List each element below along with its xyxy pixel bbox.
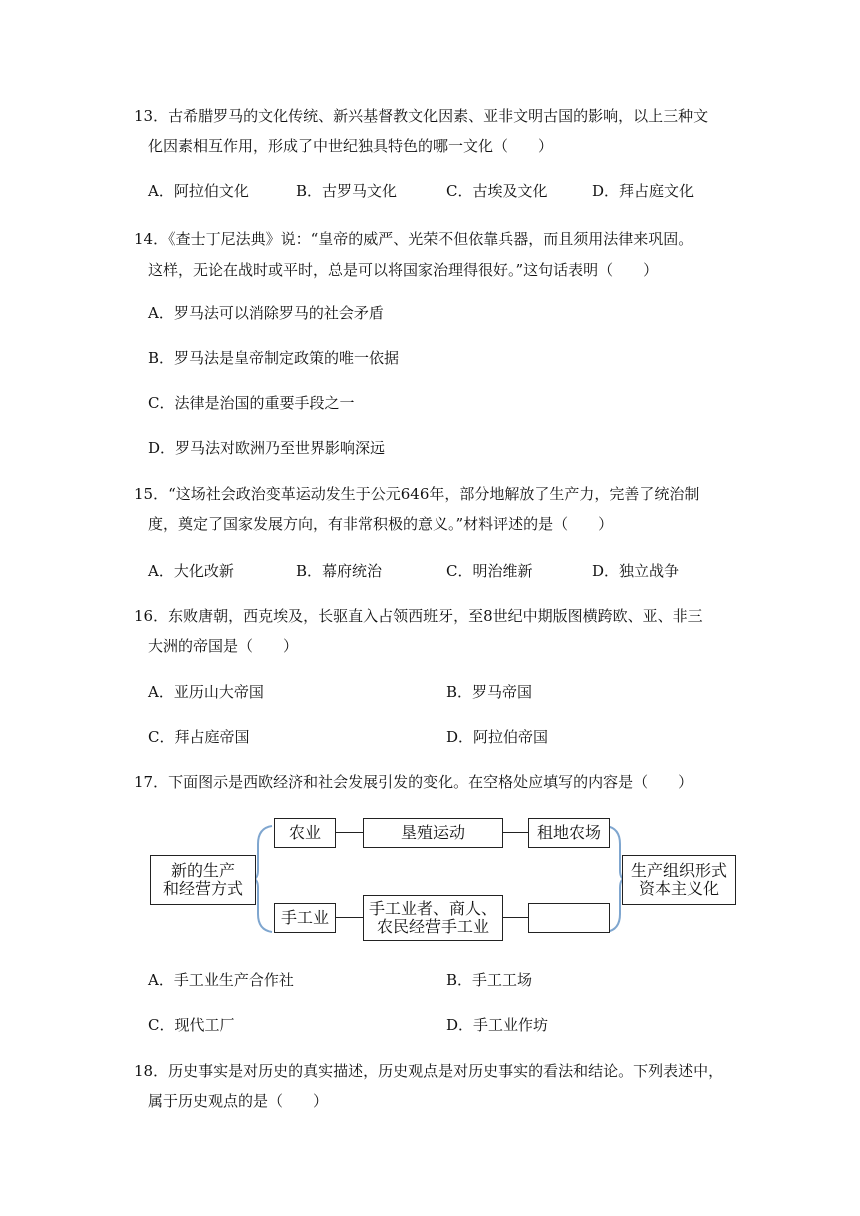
q15-stem-line1: 15．“这场社会政治变革运动发生于公元646年，部分地解放了生产力，完善了统治制: [134, 485, 700, 503]
capitalism-line1: 生产组织形式: [630, 861, 727, 880]
q13-stem-line1: 13．古希腊罗马的文化传统、新兴基督教文化因素、亚非文明古国的影响，以上三种文: [134, 107, 709, 125]
handicraft-box: 手工业: [274, 903, 336, 933]
connector-line: [503, 917, 529, 918]
q14-option-a: A．罗马法可以消除罗马的社会矛盾: [148, 304, 384, 322]
q17-option-a: A．手工业生产合作社: [148, 971, 294, 989]
q16-option-d: D．阿拉伯帝国: [446, 728, 549, 746]
q13-option-b: B．古罗马文化: [296, 182, 398, 200]
q18-stem-line2: 属于历史观点的是（ ）: [148, 1092, 329, 1110]
q16-stem-line1: 16．东败唐朝，西克埃及，长驱直入占领西班牙，至8世纪中期版图横跨欧、亚、非三: [134, 607, 703, 625]
producers-line1: 手工业者、商人、: [368, 899, 497, 918]
producers-line2: 农民经营手工业: [376, 917, 489, 936]
rent-farm-box: 租地农场: [528, 818, 610, 848]
q15-option-a: A．大化改新: [148, 562, 234, 580]
producers-box: [363, 895, 503, 941]
q15-option-b: B．幕府统治: [296, 562, 383, 580]
q17-option-d: D．手工业作坊: [446, 1016, 549, 1034]
q14-option-d: D．罗马法对欧洲乃至世界影响深远: [148, 439, 386, 457]
q17-stem: 17．下面图示是西欧经济和社会发展引发的变化。在空格处应填写的内容是（ ）: [134, 773, 694, 791]
q18-stem-line1: 18．历史事实是对历史的真实描述，历史观点是对历史事实的看法和结论。下列表述中，: [134, 1062, 724, 1080]
q16-option-a: A．亚历山大帝国: [148, 683, 264, 701]
q13-option-a: A．阿拉伯文化: [148, 182, 249, 200]
q13-option-c: C．古埃及文化: [446, 182, 548, 200]
q15-stem-line2: 度，奠定了国家发展方向，有非常积极的意义。”材料评述的是（ ）: [148, 515, 614, 533]
capitalism-line2: 资本主义化: [638, 879, 719, 898]
connector-line: [336, 917, 364, 918]
q13-stem-line2: 化因素相互作用，形成了中世纪独具特色的哪一文化（ ）: [148, 137, 554, 155]
blank-box: [528, 903, 610, 933]
q14-option-b: B．罗马法是皇帝制定政策的唯一依据: [148, 349, 400, 367]
q17-option-b: B．手工工场: [446, 971, 533, 989]
q17-option-c: C．现代工厂: [148, 1016, 235, 1034]
new-production-box: [150, 855, 256, 905]
agriculture-box: 农业: [274, 818, 336, 848]
q14-option-c: C．法律是治国的重要手段之一: [148, 394, 355, 412]
q14-stem-line1: 14．《查士丁尼法典》说：“皇帝的威严、光荣不但依靠兵器，而且须用法律来巩固。: [134, 230, 694, 248]
new-production-line1: 新的生产: [170, 861, 235, 880]
q16-stem-line2: 大洲的帝国是（ ）: [148, 637, 299, 655]
q15-option-d: D．独立战争: [592, 562, 680, 580]
connector-line: [503, 832, 529, 833]
capitalism-box: [622, 855, 736, 905]
new-production-line2: 和经营方式: [162, 879, 243, 898]
q16-option-b: B．罗马帝国: [446, 683, 533, 701]
enclosure-box: 垦殖运动: [363, 818, 503, 848]
q13-option-d: D．拜占庭文化: [592, 182, 695, 200]
q16-option-c: C．拜占庭帝国: [148, 728, 250, 746]
q14-stem-line2: 这样，无论在战时或平时，总是可以将国家治理得很好。”这句话表明（ ）: [148, 261, 659, 279]
connector-line: [336, 832, 364, 833]
q15-option-c: C．明治维新: [446, 562, 533, 580]
